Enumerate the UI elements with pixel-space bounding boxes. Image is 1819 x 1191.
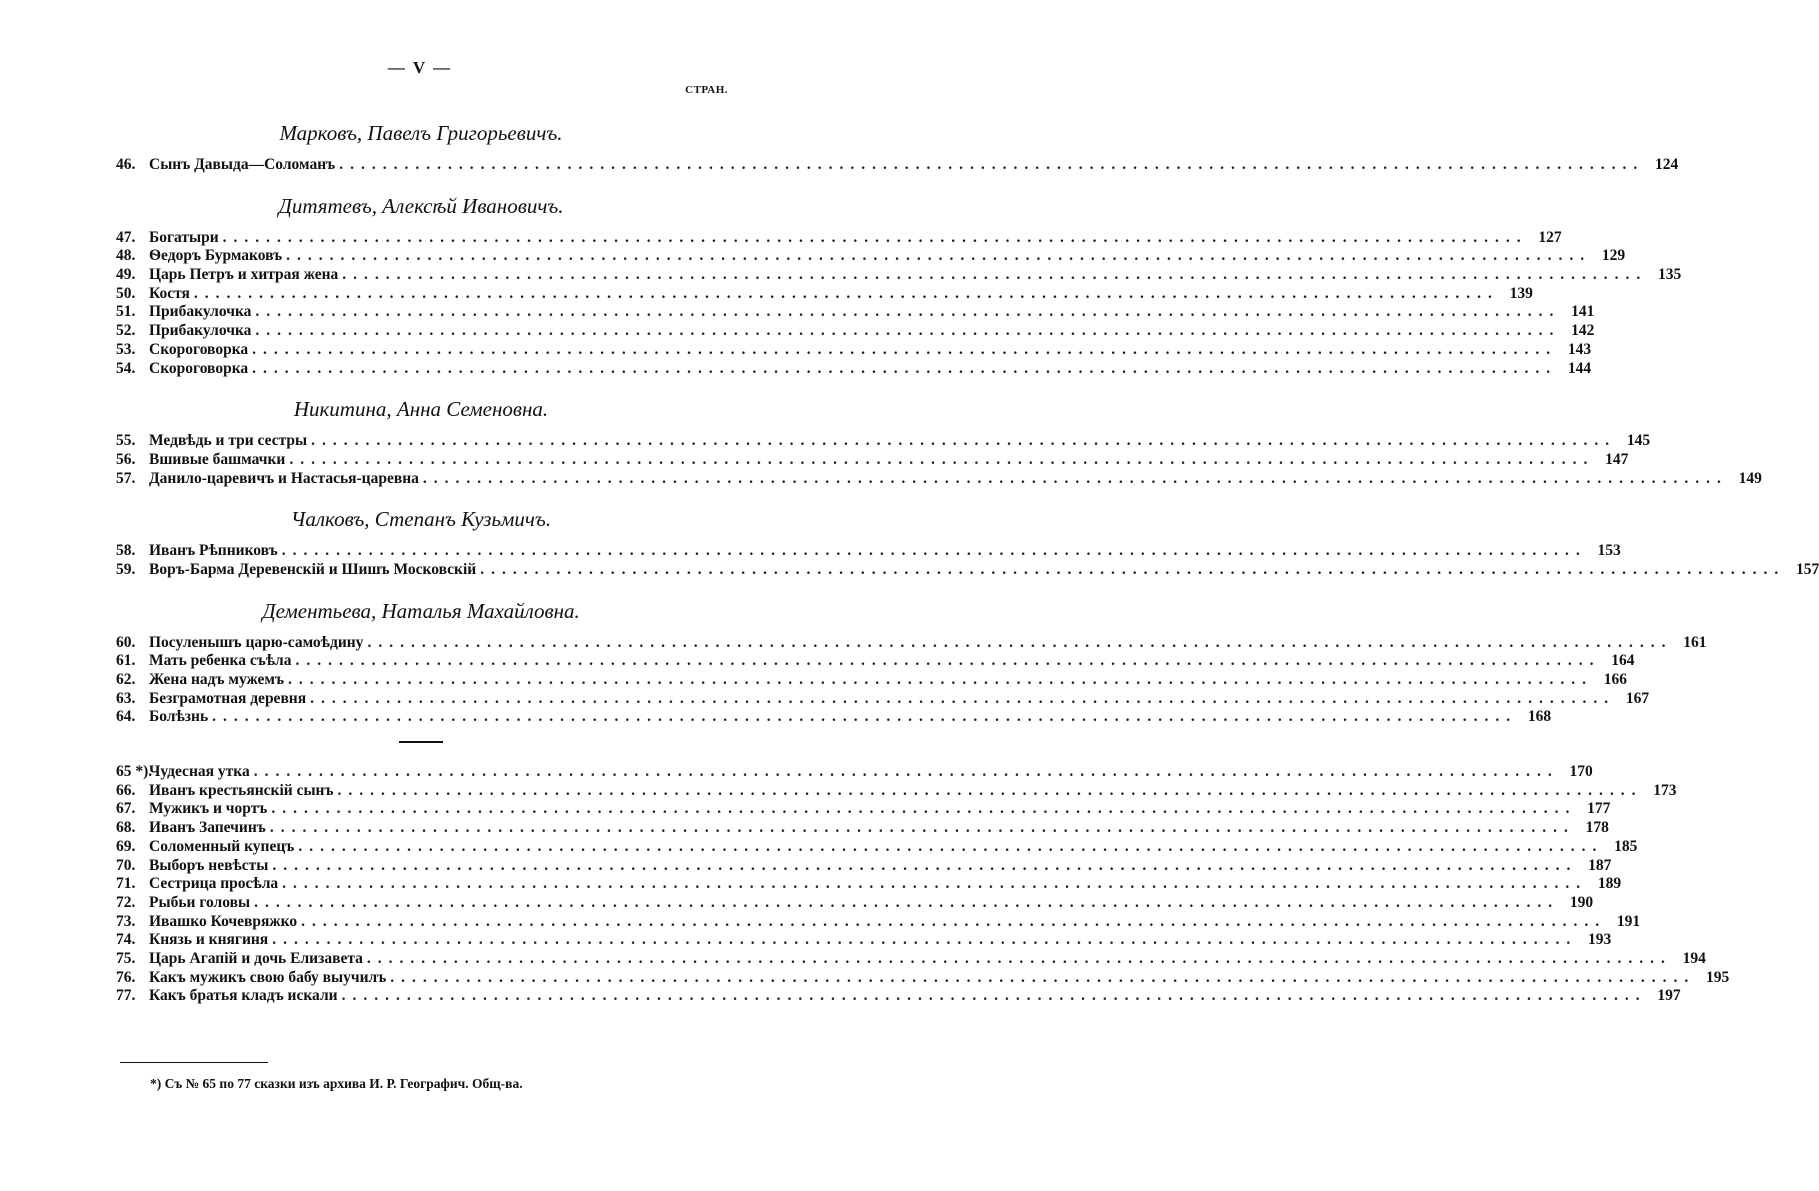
entry-number: 68. [116, 819, 136, 837]
entry-number: 47. [116, 228, 136, 246]
entry-page: 194 [1682, 949, 1706, 967]
entry-number: 52. [116, 322, 136, 340]
author-section [116, 594, 1707, 727]
entry-number: 48. [116, 247, 136, 265]
entry-number: 71. [116, 875, 136, 893]
toc-entry [116, 763, 1593, 782]
author-section [116, 392, 1762, 488]
footnote: *) Съ № 65 по 77 сказки изъ архива И. Р. Географич. Общ-ва. [150, 1076, 523, 1091]
entry-number: 55. [116, 432, 136, 450]
toc-entry [116, 542, 1621, 561]
entry-number: 58. [116, 542, 136, 560]
toc-entry [116, 156, 1679, 175]
leader-dots: ........................................................................................................................ [301, 912, 1607, 930]
entry-page: 161 [1683, 633, 1707, 651]
toc-entry [116, 875, 1622, 894]
leader-dots: ........................................................................................................................ [255, 303, 1561, 321]
leader-dots: ........................................................................................................................ [311, 432, 1617, 450]
entry-number: 70. [116, 856, 136, 874]
entry-list [116, 228, 1682, 379]
entry-page: 191 [1616, 912, 1641, 930]
toc-entry [116, 931, 1612, 950]
leader-dots: ........................................................................................................................ [253, 763, 1559, 781]
leader-dots: ........................................................................................................................ [282, 875, 1588, 893]
leader-dots: ........................................................................................................................ [255, 322, 1561, 340]
toc-entry [116, 340, 1592, 360]
leader-dots: ........................................................................................................................ [390, 968, 1696, 986]
toc-entry [116, 689, 1650, 709]
entry-title: Рыбьи головы [149, 893, 251, 911]
author-section [116, 189, 1682, 379]
entry-number: 67. [116, 800, 136, 818]
entry-page: 139 [1509, 284, 1533, 302]
entry-title: Болѣзнь [149, 708, 209, 726]
entry-title: Прибакулочка [149, 322, 252, 340]
leader-dots: ........................................................................................................................ [222, 228, 1528, 246]
unattributed-entry-list [116, 763, 1730, 1006]
entry-title: Какъ мужикъ свою бабу выучилъ [149, 968, 387, 986]
entry-page: 193 [1587, 931, 1612, 949]
toc-entry [116, 987, 1681, 1006]
leader-dots: ........................................................................................................................ [254, 893, 1560, 911]
leader-dots: ........................................................................................................................ [193, 284, 1499, 302]
entry-title: Соломенный купецъ [149, 837, 295, 855]
leader-dots: ........................................................................................................................ [272, 856, 1578, 874]
entry-number: 51. [116, 303, 136, 321]
entry-number: 77. [116, 987, 136, 1005]
entry-page: 153 [1597, 542, 1621, 560]
entry-number: 61. [116, 652, 136, 670]
entry-number: 72. [116, 893, 136, 911]
entry-page: 124 [1654, 156, 1679, 173]
entry-number: 62. [116, 671, 136, 688]
leader-dots: ........................................................................................................................ [271, 800, 1577, 818]
toc-entry [116, 856, 1612, 876]
leader-dots: ........................................................................................................................ [281, 542, 1587, 560]
page-number: — V — [387, 58, 453, 77]
entry-page: 177 [1587, 800, 1611, 818]
footnote-rule [120, 1062, 268, 1063]
entry-title: Жена надъ мужемъ [149, 671, 285, 688]
entry-list [116, 633, 1707, 727]
entry-number: 73. [116, 912, 136, 930]
entry-title: Иванъ Рѣпниковъ [149, 542, 278, 560]
toc-entry [116, 322, 1595, 341]
entry-page: 166 [1603, 671, 1628, 688]
leader-dots: ........................................................................................................................ [366, 949, 1672, 967]
entry-title: Царь Агапій и дочь Елизавета [149, 949, 363, 967]
entry-page: 173 [1653, 781, 1677, 799]
toc-entry [116, 781, 1677, 801]
entry-number: 66. [116, 781, 136, 799]
page-column-label: СТРАН. [685, 84, 728, 96]
entry-page: 135 [1658, 266, 1682, 284]
entry-list [116, 156, 1679, 175]
entry-page: 145 [1626, 432, 1651, 450]
toc-entry [116, 469, 1762, 489]
toc-entry [116, 671, 1628, 690]
entry-number: 49. [116, 266, 136, 284]
author-heading: Дементьева, Наталья Махайловна. [262, 598, 580, 623]
entry-page: 127 [1538, 228, 1562, 246]
leader-dots: ........................................................................................................................ [269, 819, 1575, 837]
leader-dots: ........................................................................................................................ [289, 450, 1595, 468]
toc-entry [116, 228, 1562, 248]
entry-title: Безграмотная деревня [149, 689, 307, 707]
table-of-contents [116, 110, 1819, 1020]
entry-title: Какъ братья кладъ искали [149, 987, 338, 1005]
leader-dots: ........................................................................................................................ [310, 689, 1616, 707]
entry-list [116, 432, 1762, 488]
toc-entry [116, 432, 1651, 451]
entry-page: 185 [1614, 837, 1638, 855]
toc-entry [116, 800, 1611, 819]
entry-page: 190 [1569, 893, 1594, 911]
entry-page: 170 [1569, 763, 1593, 781]
entry-title: Воръ-Барма Деревенскій и Шишъ Московскій [149, 560, 477, 578]
entry-page: 157 [1795, 560, 1819, 578]
leader-dots: ........................................................................................................................ [367, 633, 1673, 651]
author-section [116, 116, 1679, 175]
entry-page: 164 [1611, 652, 1635, 670]
entry-number: 57. [116, 469, 136, 487]
toc-entry [116, 949, 1706, 969]
entry-title: Царь Петръ и хитрая жена [149, 266, 339, 284]
toc-entry [116, 819, 1609, 838]
entry-title: Мать ребенка съѣла [149, 652, 292, 670]
toc-entry [116, 708, 1552, 727]
entry-title: Иванъ Запечинъ [149, 819, 266, 837]
entry-number: 64. [116, 708, 136, 726]
author-heading: Марковъ, Павелъ Григорьевичъ. [279, 121, 563, 145]
entry-number: 69. [116, 837, 136, 855]
leader-dots: ........................................................................................................................ [341, 987, 1647, 1005]
entry-title: Скороговорка [149, 340, 249, 358]
entry-page: 149 [1738, 469, 1762, 487]
toc-entry [116, 912, 1641, 932]
entry-number: 56. [116, 450, 136, 468]
entry-title: Богатыри [149, 228, 219, 246]
entry-page: 143 [1567, 340, 1592, 358]
leader-dots: ........................................................................................................................ [286, 247, 1592, 265]
leader-dots: ........................................................................................................................ [480, 560, 1786, 578]
leader-dots: ........................................................................................................................ [298, 837, 1604, 855]
entry-title: Сестрица просѣла [149, 875, 279, 893]
leader-dots: ........................................................................................................................ [272, 931, 1578, 949]
entry-page: 129 [1601, 247, 1626, 265]
entry-title: Вшивые башмачки [149, 450, 286, 468]
entry-title: Ивашко Кочевряжко [149, 912, 298, 930]
leader-dots: ........................................................................................................................ [295, 652, 1601, 670]
toc-entry [116, 266, 1682, 285]
entry-page: 197 [1657, 987, 1681, 1005]
entry-page: 167 [1625, 689, 1650, 707]
entry-title: Скороговорка [149, 359, 249, 377]
leader-dots: ........................................................................................................................ [422, 469, 1728, 487]
entry-page: 144 [1567, 359, 1592, 377]
toc-entry [116, 837, 1638, 857]
entry-page: 189 [1597, 875, 1622, 893]
entry-title: Ѳедоръ Бурмаковъ [149, 247, 283, 265]
toc-entry [116, 633, 1707, 653]
author-heading: Никитина, Анна Семеновна. [293, 397, 549, 422]
entry-title: Посуленышъ царю-самоѣдину [149, 633, 364, 651]
entry-page: 142 [1571, 322, 1595, 340]
entry-number: 54. [116, 359, 136, 377]
entry-page: 141 [1571, 303, 1595, 321]
toc-entry [116, 359, 1592, 379]
entry-page: 168 [1527, 708, 1552, 726]
leader-dots: ........................................................................................................................ [342, 266, 1648, 284]
toc-entry [116, 652, 1635, 671]
author-section [116, 502, 1819, 579]
entry-title: Костя [149, 284, 190, 302]
entry-title: Прибакулочка [149, 303, 252, 321]
entry-title: Медвѣдь и три сестры [149, 432, 308, 450]
entry-title: Выборъ невѣсты [149, 856, 269, 874]
entry-page: 147 [1605, 450, 1629, 468]
leader-dots: ........................................................................................................................ [212, 708, 1518, 726]
author-heading: Дитятевъ, Алексѣй Ивановичъ. [278, 193, 564, 218]
entry-page: 178 [1585, 819, 1609, 837]
entry-number: 65 *). [116, 763, 153, 781]
author-heading: Чалковъ, Степанъ Кузьмичъ. [290, 507, 552, 532]
entry-list [116, 542, 1819, 579]
entry-number: 63. [116, 689, 136, 707]
toc-entry [116, 284, 1533, 304]
toc-entry [116, 303, 1595, 322]
entry-number: 59. [116, 560, 136, 578]
section-divider [399, 741, 443, 743]
entry-number: 46. [116, 156, 136, 173]
entry-title: Князь и княгиня [149, 931, 269, 949]
entry-number: 53. [116, 340, 136, 358]
toc-entry [116, 968, 1730, 988]
leader-dots: ........................................................................................................................ [252, 340, 1558, 358]
entry-number: 75. [116, 949, 136, 967]
entry-page: 195 [1706, 968, 1730, 986]
entry-title: Сынъ Давыда—Соломанъ [149, 156, 336, 173]
entry-title: Чудесная утка [149, 763, 250, 781]
entry-number: 50. [116, 284, 136, 302]
leader-dots: ........................................................................................................................ [288, 671, 1594, 688]
toc-entry [116, 893, 1594, 913]
toc-entry [116, 247, 1626, 266]
entry-title: Данило-царевичъ и Настасья-царевна [149, 469, 419, 487]
entry-page: 187 [1588, 856, 1612, 874]
entry-title: Иванъ крестьянскій сынъ [149, 781, 334, 799]
leader-dots: ........................................................................................................................ [339, 156, 1645, 173]
entry-number: 60. [116, 633, 136, 651]
entry-number: 76. [116, 968, 136, 986]
entry-title: Мужикъ и чортъ [149, 800, 268, 818]
leader-dots: ........................................................................................................................ [337, 781, 1643, 799]
leader-dots: ........................................................................................................................ [252, 359, 1558, 377]
toc-entry [116, 560, 1819, 580]
entry-number: 74. [116, 931, 136, 949]
toc-entry [116, 450, 1629, 470]
